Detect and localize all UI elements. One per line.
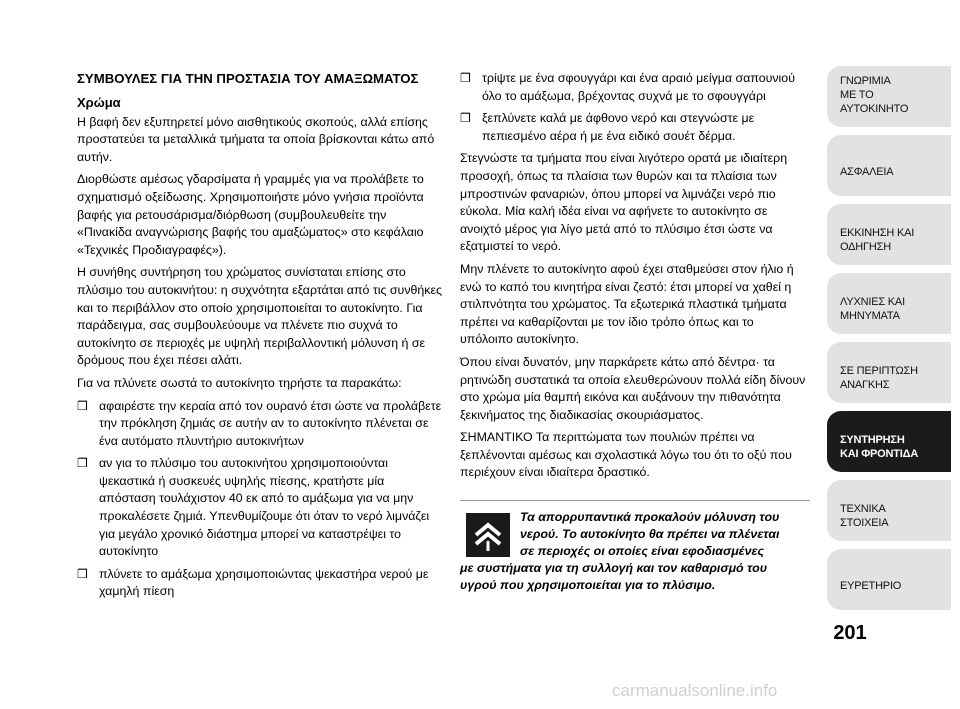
checkbox-bullet-icon: ❒ bbox=[77, 398, 88, 413]
checkbox-bullet-icon: ❒ bbox=[460, 71, 471, 85]
chapter-tabs bbox=[827, 66, 951, 618]
tab-emergency[interactable] bbox=[827, 342, 951, 403]
tab-warning-lights[interactable] bbox=[827, 273, 951, 334]
note-line: υγρού που χρησιμοποιείται για το πλύσιμο. bbox=[460, 578, 716, 592]
tab-label: ΣΥΝΤΗΡΗΣΗ ΚΑΙ ΦΡΟΝΤΙΔΑ bbox=[840, 434, 919, 460]
note-text bbox=[460, 509, 805, 594]
note-line: σε περιοχές οι οποίες είναι εφοδιασμένες bbox=[520, 544, 765, 558]
tab-index[interactable] bbox=[827, 549, 951, 610]
tab-label: ΣΕ ΠΕΡΙΠΤΩΣΗ ΑΝΑΓΚΗΣ bbox=[840, 365, 918, 391]
bullet-item bbox=[460, 110, 810, 145]
bullet-text: τρίψτε με ένα σφουγγάρι και ένα αραιό μείγμα σαπουνιού όλο το αμάξωμα, βρέχοντας συχνά με το σφουγγάρι bbox=[482, 71, 795, 103]
paragraph: ΣΗΜΑΝΤΙΚΟ Τα περιττώματα των πουλιών πρέπει να ξεπλένονται αμέσως και σχολαστικά λόγω του ότι το οξύ που περιέχουν είναι ιδιαίτερα δραστικό. bbox=[460, 430, 792, 480]
paragraph: Στεγνώστε τα τμήματα που είναι λιγότερο ορατά με ιδιαίτερη προσοχή, όπως τα πλαίσια των θυρών και τα πλαίσια των μπροστινών φαναριών, όπου μπορεί να λιμνάζει νερό πιο εύκολα. Μία καλή ιδέα είναι να αφήνετε το αυτοκίνητο σε ανοιχτό μέρος για λίγο μετά από το πλύσιμο έτσι ώστε να εξατμιστεί το νερό. bbox=[460, 151, 788, 254]
subsection-title: Χρώμα bbox=[77, 95, 121, 110]
tab-maintenance-care[interactable] bbox=[827, 411, 951, 472]
note-line: με συστήματα για τη συλλογή και τον καθαρισμό του bbox=[460, 561, 768, 575]
paragraph: Η συνήθης συντήρηση του χρώματος συνίσταται επίσης στο πλύσιμο του αυτοκινήτου: η συχνότητα εξαρτάται από τις συνθήκες και το περιβάλλον στο οποίο χρησιμοποιείται το αυτοκίνητο. Για παράδειγμα, σας συμβουλεύουμε να πλένετε πιο συχνά το αυτοκίνητο σε περιοχές με υψηλή περιβαλλοντική μόλυνση ή σε δρόμους που έχει πέσει αλάτι. bbox=[77, 265, 442, 368]
paragraph: Μην πλένετε το αυτοκίνητο αφού έχει σταθμεύσει στον ήλιο ή ενώ το καπό του κινητήρα είναι ζεστό: έτσι μπορεί να χαθεί η στιλπνότητα του χρώματος. Τα εξωτερικά πλαστικά τμήματα πρέπει να καθαρίζονται με τον ίδιο τρόπο όπως και το υπόλοιπο αυτοκίνητο. bbox=[460, 261, 794, 347]
tab-label: ΕΥΡΕΤΗΡΙΟ bbox=[840, 580, 902, 592]
paragraph: Όπου είναι δυνατόν, μην παρκάρετε κάτω από δέντρα· τα ρητινώδη συστατικά τα οποία ελευθερώνουν πολλά είδη δίνουν στο χρώμα μία θαμπή εικόνα και αυξάνουν την πιθανότητα ξεκινήματος της διαδικασίας σκουριάσματος. bbox=[460, 354, 806, 422]
paragraph: Διορθώστε αμέσως γδαρσίματα ή γραμμές για να προλάβετε το σχηματισμό οξείδωσης. Χρησιμοποιήστε μόνο γνήσια προϊόντα βαφής για ρετουσάρισμα/διόρθωση (συμβουλευθείτε την «Πινακίδα αναγνώρισης βαφής του αμαξώματος» στο κεφάλαιο «Τεχνικές Προδιαγραφές»). bbox=[77, 172, 424, 257]
checkbox-bullet-icon: ❒ bbox=[77, 456, 88, 471]
tab-technical-data[interactable] bbox=[827, 480, 951, 541]
checkbox-bullet-icon: ❒ bbox=[77, 566, 88, 581]
bullet-text: αν για το πλύσιμο του αυτοκινήτου χρησιμοποιούνται ψεκαστικά ή συσκευές υψηλής πίεσης, κρατήστε μία απόσταση τουλάχιστον 40 εκ από το αμάξωμα για να μην προκαλέσετε ζημιά. Υπενθυμίζουμε ότι όταν το νερό λιμνάζει για μεγάλο χρονικό διάστημα μπορεί να καταστρέψει το αυτοκίνητο bbox=[99, 456, 430, 559]
note-line: νερού. Το αυτοκίνητο θα πρέπει να πλένεται bbox=[520, 527, 780, 541]
tab-label: ΤΕΧΝΙΚΑ ΣΤΟΙΧΕΙΑ bbox=[840, 503, 889, 529]
tab-safety[interactable] bbox=[827, 135, 951, 196]
bullet-text: πλύνετε το αμάξωμα χρησιμοποιώντας ψεκαστήρα νερού με χαμηλή πίεση bbox=[99, 566, 429, 599]
watermark: carmanualsonline.info bbox=[612, 681, 778, 700]
right-column bbox=[460, 70, 810, 487]
section-title: ΣΥΜΒΟΥΛΕΣ ΓΙΑ ΤΗΝ ΠΡΟΣΤΑΣΙΑ ΤΟΥ ΑΜΑΞΩΜΑΤΟΣ bbox=[77, 71, 419, 86]
tab-starting-driving[interactable] bbox=[827, 204, 951, 265]
checkbox-bullet-icon: ❒ bbox=[460, 111, 471, 126]
bullet-text: αφαιρέστε την κεραία από τον ουρανό έτσι ώστε να προλάβετε την πρόκληση ζημιάς σε αυτήν αν το αυτοκίνητο πλένεται σε ένα αυτόματο πλυντήριο αυτοκινήτων bbox=[99, 398, 442, 448]
note-line: Τα απορρυπαντικά προκαλούν μόλυνση του bbox=[520, 510, 780, 524]
paragraph: Για να πλύνετε σωστά το αυτοκίνητο τηρήστε τα παρακάτω: bbox=[77, 375, 402, 390]
bullet-text: ξεπλύνετε καλά με άφθονο νερό και στεγνώστε με πεπιεσμένο αέρα ή με ένα ειδικό σουέτ δέρμα. bbox=[482, 111, 755, 143]
tab-getting-to-know[interactable] bbox=[827, 66, 951, 127]
paragraph: Η βαφή δεν εξυπηρετεί μόνο αισθητικούς σκοπούς, αλλά επίσης προστατεύει τα μεταλλικά τμήματα τα οποία βρίσκονται κάτω από αυτήν. bbox=[77, 114, 435, 164]
bullet-item bbox=[77, 455, 443, 561]
left-column bbox=[77, 70, 443, 606]
tab-label: ΑΣΦΑΛΕΙΑ bbox=[840, 166, 894, 178]
environment-note bbox=[460, 500, 810, 609]
page-number: 201 bbox=[833, 622, 867, 644]
bullet-item bbox=[460, 70, 810, 105]
tab-label: ΓΝΩΡΙΜΙΑ ΜΕ ΤΟ ΑΥΤΟΚΙΝΗΤΟ bbox=[840, 75, 909, 115]
bullet-item bbox=[77, 566, 443, 601]
tab-label: ΕΚΚΙΝΗΣΗ ΚΑΙ ΟΔΗΓΗΣΗ bbox=[840, 227, 915, 253]
bullet-item bbox=[77, 398, 443, 451]
tab-label: ΛΥΧΝΙΕΣ ΚΑΙ ΜΗΝΥΜΑΤΑ bbox=[840, 296, 905, 322]
